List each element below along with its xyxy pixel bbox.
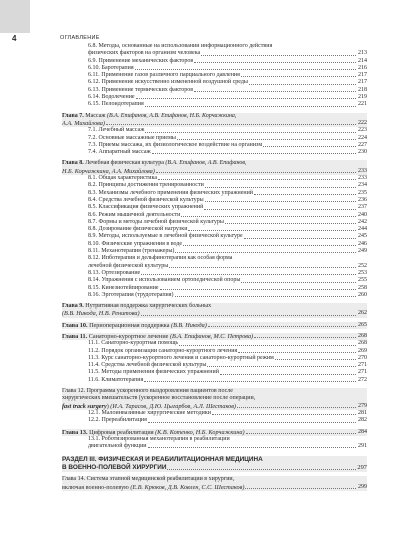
page-ref: 233 [358, 175, 367, 182]
page-ref: 216 [358, 64, 367, 71]
page-ref: 221 [358, 101, 367, 108]
page-ref: 284 [358, 428, 367, 435]
page-ref: 291 [358, 443, 367, 450]
page-ref: 281 [358, 409, 367, 416]
page-ref: 282 [358, 417, 367, 424]
toc-entry[interactable]: 8.1. Общая характеристика 233 [88, 175, 367, 182]
page-ref: 235 [358, 189, 367, 196]
page-ref: 255 [358, 277, 367, 284]
page-ref: 217 [358, 72, 367, 79]
page-ref: 244 [358, 226, 367, 233]
toc-entry[interactable]: 7.1. Лечебный массаж 223 [88, 127, 367, 134]
page-number: 4 [12, 34, 17, 43]
toc-entry[interactable]: 13.1. Роботизированная механотерапия в реабилитации двигательной функции 291 [88, 435, 367, 450]
toc-chapter-7[interactable]: Глава 7. Массаж (В.А. Епифанов, А.В. Епифанов, Н.Б. Корчажкина, А.А. Михайлова) 222 [62, 112, 367, 127]
toc-entry[interactable]: 8.10. Физические упражнения в воде 246 [88, 240, 367, 247]
toc-entry[interactable]: 7.3. Приемы массажа, их физиологическое воздействие на организм 227 [88, 141, 367, 148]
running-header: ОГЛАВЛЕНИЕ [60, 35, 100, 41]
toc-entry[interactable]: 8.14. Упражнения с использованием ортопедической опоры 255 [88, 277, 367, 284]
page-ref: 218 [358, 86, 367, 93]
toc-entry[interactable]: 8.3. Механизмы лечебного применения физических упражнений 235 [88, 189, 367, 196]
page-ref: 265 [358, 321, 367, 328]
toc-entry[interactable]: 7.2. Основные массажные приемы 224 [88, 134, 367, 141]
toc-entry[interactable]: 6.10. Баротерапия 216 [88, 64, 367, 71]
toc-entry[interactable]: 11.5. Методы применения физических упражнений 271 [88, 369, 367, 376]
table-of-contents [62, 43, 367, 491]
page-ref: 222 [358, 119, 367, 126]
page-ref: 299 [358, 483, 367, 490]
page-ref: 279 [358, 402, 367, 409]
page-ref: 236 [358, 196, 367, 203]
page-ref: 234 [358, 182, 367, 189]
page-ref: 271 [358, 362, 367, 369]
toc-section-3[interactable]: РАЗДЕЛ III. ФИЗИЧЕСКАЯ И РЕАБИЛИТАЦИОННАЯ МЕДИЦИНА В ВОЕННО-ПОЛЕВОЙ ХИРУРГИИ 297 [62, 456, 367, 472]
page-ref: 271 [358, 369, 367, 376]
toc-chapter-9[interactable]: Глава 9. Нутритивная поддержка хирургических больных (В.В. Никода, Н.В. Ренитова) 262 [62, 303, 367, 318]
toc-entry[interactable]: 6.8. Методы, основанные на использовании информационного действия физических факторов на организм человека 213 [88, 43, 367, 57]
toc-entry[interactable]: 8.16. Эрготерапия (трудотерапия) 260 [88, 291, 367, 298]
toc-entry[interactable]: 11.4. Средства лечебной физической культуры 271 [88, 362, 367, 369]
toc-entry[interactable]: 8.13. Ортезирование 253 [88, 269, 367, 276]
toc-entry[interactable]: 11.2. Порядок организации санаторно-курортного лечения 269 [88, 347, 367, 354]
toc-entry[interactable]: 8.9. Методы, используемые в лечебной физической культуре 245 [88, 233, 367, 240]
toc-entry[interactable]: 12.1. Малоинвазивные хирургические методики 281 [88, 409, 367, 416]
page-ref: 272 [358, 376, 367, 383]
page-ref: 227 [358, 141, 367, 148]
page-ref: 252 [358, 262, 367, 269]
toc-entry[interactable]: 8.12. Ипботерапия и дельфинотерапия как особая форма лечебной физической культуры 252 [88, 255, 367, 269]
toc-entry[interactable]: 11.6. Климатотерапия 272 [88, 376, 367, 383]
toc-entry[interactable]: 8.15. Кинезиотейпирование 258 [88, 284, 367, 291]
page-ref: 233 [358, 167, 367, 174]
page-ref: 258 [358, 284, 367, 291]
page-ref: 270 [358, 354, 367, 361]
toc-chapter-12[interactable]: Глава 12. Программа ускоренного выздоровления пациентов после хирургических вмешательств (ускоренное восстановление после операции, fast track surgery) (И.А. Тарасов, Д.Ю. Цыгарбов, А.Л. Шестаков) 279 [62, 388, 367, 410]
toc-entry[interactable]: 7.4. Аппаратный массаж 230 [88, 149, 367, 156]
page-ref: 253 [358, 269, 367, 276]
page-ref: 230 [358, 149, 367, 156]
toc-chapter-8[interactable]: Глава 8. Лечебная физическая культура (В.А. Епифанов, А.В. Епифанов, Н.Б. Корчажкина, А.А. Михайлова) 233 [62, 160, 367, 175]
page-ref: 219 [358, 94, 367, 101]
page-ref: 246 [358, 240, 367, 247]
toc-entry[interactable]: 8.5. Классификация физических упражнений 237 [88, 204, 367, 211]
toc-entry[interactable]: 8.6. Режим мышечной деятельности 240 [88, 211, 367, 218]
toc-chapter-14[interactable]: Глава 14. Система этапной медицинской реабилитации в хирургии, включая военно-полевую (Е.В. Крюков, Д.В. Ковлен, С.С. Шестаков) 299 [62, 476, 367, 491]
page-ref: 268 [358, 332, 367, 339]
toc-entry[interactable]: 8.2. Принципы достижения тренированности 234 [88, 182, 367, 189]
toc-entry[interactable]: 6.9. Применение механических факторов 214 [88, 57, 367, 64]
page-ref: 224 [358, 134, 367, 141]
page-ref: 240 [358, 211, 367, 218]
toc-entry[interactable]: 6.11. Применение газов различного парциального давления 217 [88, 72, 367, 79]
toc-chapter-13[interactable]: Глава 13. Цифровая реабилитация (К.В. Котенко, Н.Б. Корчажкина) 284 [62, 428, 367, 436]
page-ref: 214 [358, 57, 367, 64]
page-ref: 297 [357, 464, 367, 472]
toc-entry[interactable]: 11.1. Санаторно-курортная помощь 268 [88, 340, 367, 347]
toc-entry[interactable]: 6.15. Пелоидотерапия 221 [88, 101, 367, 108]
toc-chapter-10[interactable]: Глава 10. Периоперационная поддержка (В.В. Никода) 265 [62, 321, 367, 329]
page-ref: 223 [358, 127, 367, 134]
page-ref: 237 [358, 204, 367, 211]
toc-chapter-11[interactable]: Глава 11. Санаторно-курортное лечение (В.А. Епифанов, М.С. Петрова) 268 [62, 332, 367, 340]
toc-entry[interactable]: 8.7. Формы и методы лечебной физической культуры 242 [88, 218, 367, 225]
page-ref: 217 [358, 79, 367, 86]
toc-entry[interactable]: 8.8. Дозирование физической нагрузки 244 [88, 226, 367, 233]
page-ref: 249 [358, 248, 367, 255]
toc-entry[interactable]: 6.14. Водолечение 219 [88, 94, 367, 101]
page-ref: 269 [358, 347, 367, 354]
toc-entry[interactable]: 8.11. Механотерапия (тренажеры) 249 [88, 248, 367, 255]
toc-entry[interactable]: 6.13. Применение термических факторов 218 [88, 86, 367, 93]
toc-entry[interactable]: 6.12. Применение искусственно измененной воздушной среды 217 [88, 79, 367, 86]
page-ref: 260 [358, 291, 367, 298]
page-ref: 262 [358, 310, 367, 317]
page-ref: 242 [358, 218, 367, 225]
page-corner-tab [0, 0, 30, 33]
page-ref: 213 [358, 50, 367, 57]
page-ref: 268 [358, 340, 367, 347]
toc-entry[interactable]: 12.2. Пререабилитация 282 [88, 417, 367, 424]
toc-entry[interactable]: 8.4. Средства лечебной физической культуры 236 [88, 196, 367, 203]
page-ref: 245 [358, 233, 367, 240]
toc-entry[interactable]: 11.3. Курс санаторно-курортного лечения и санаторно-курортный режим 270 [88, 354, 367, 361]
